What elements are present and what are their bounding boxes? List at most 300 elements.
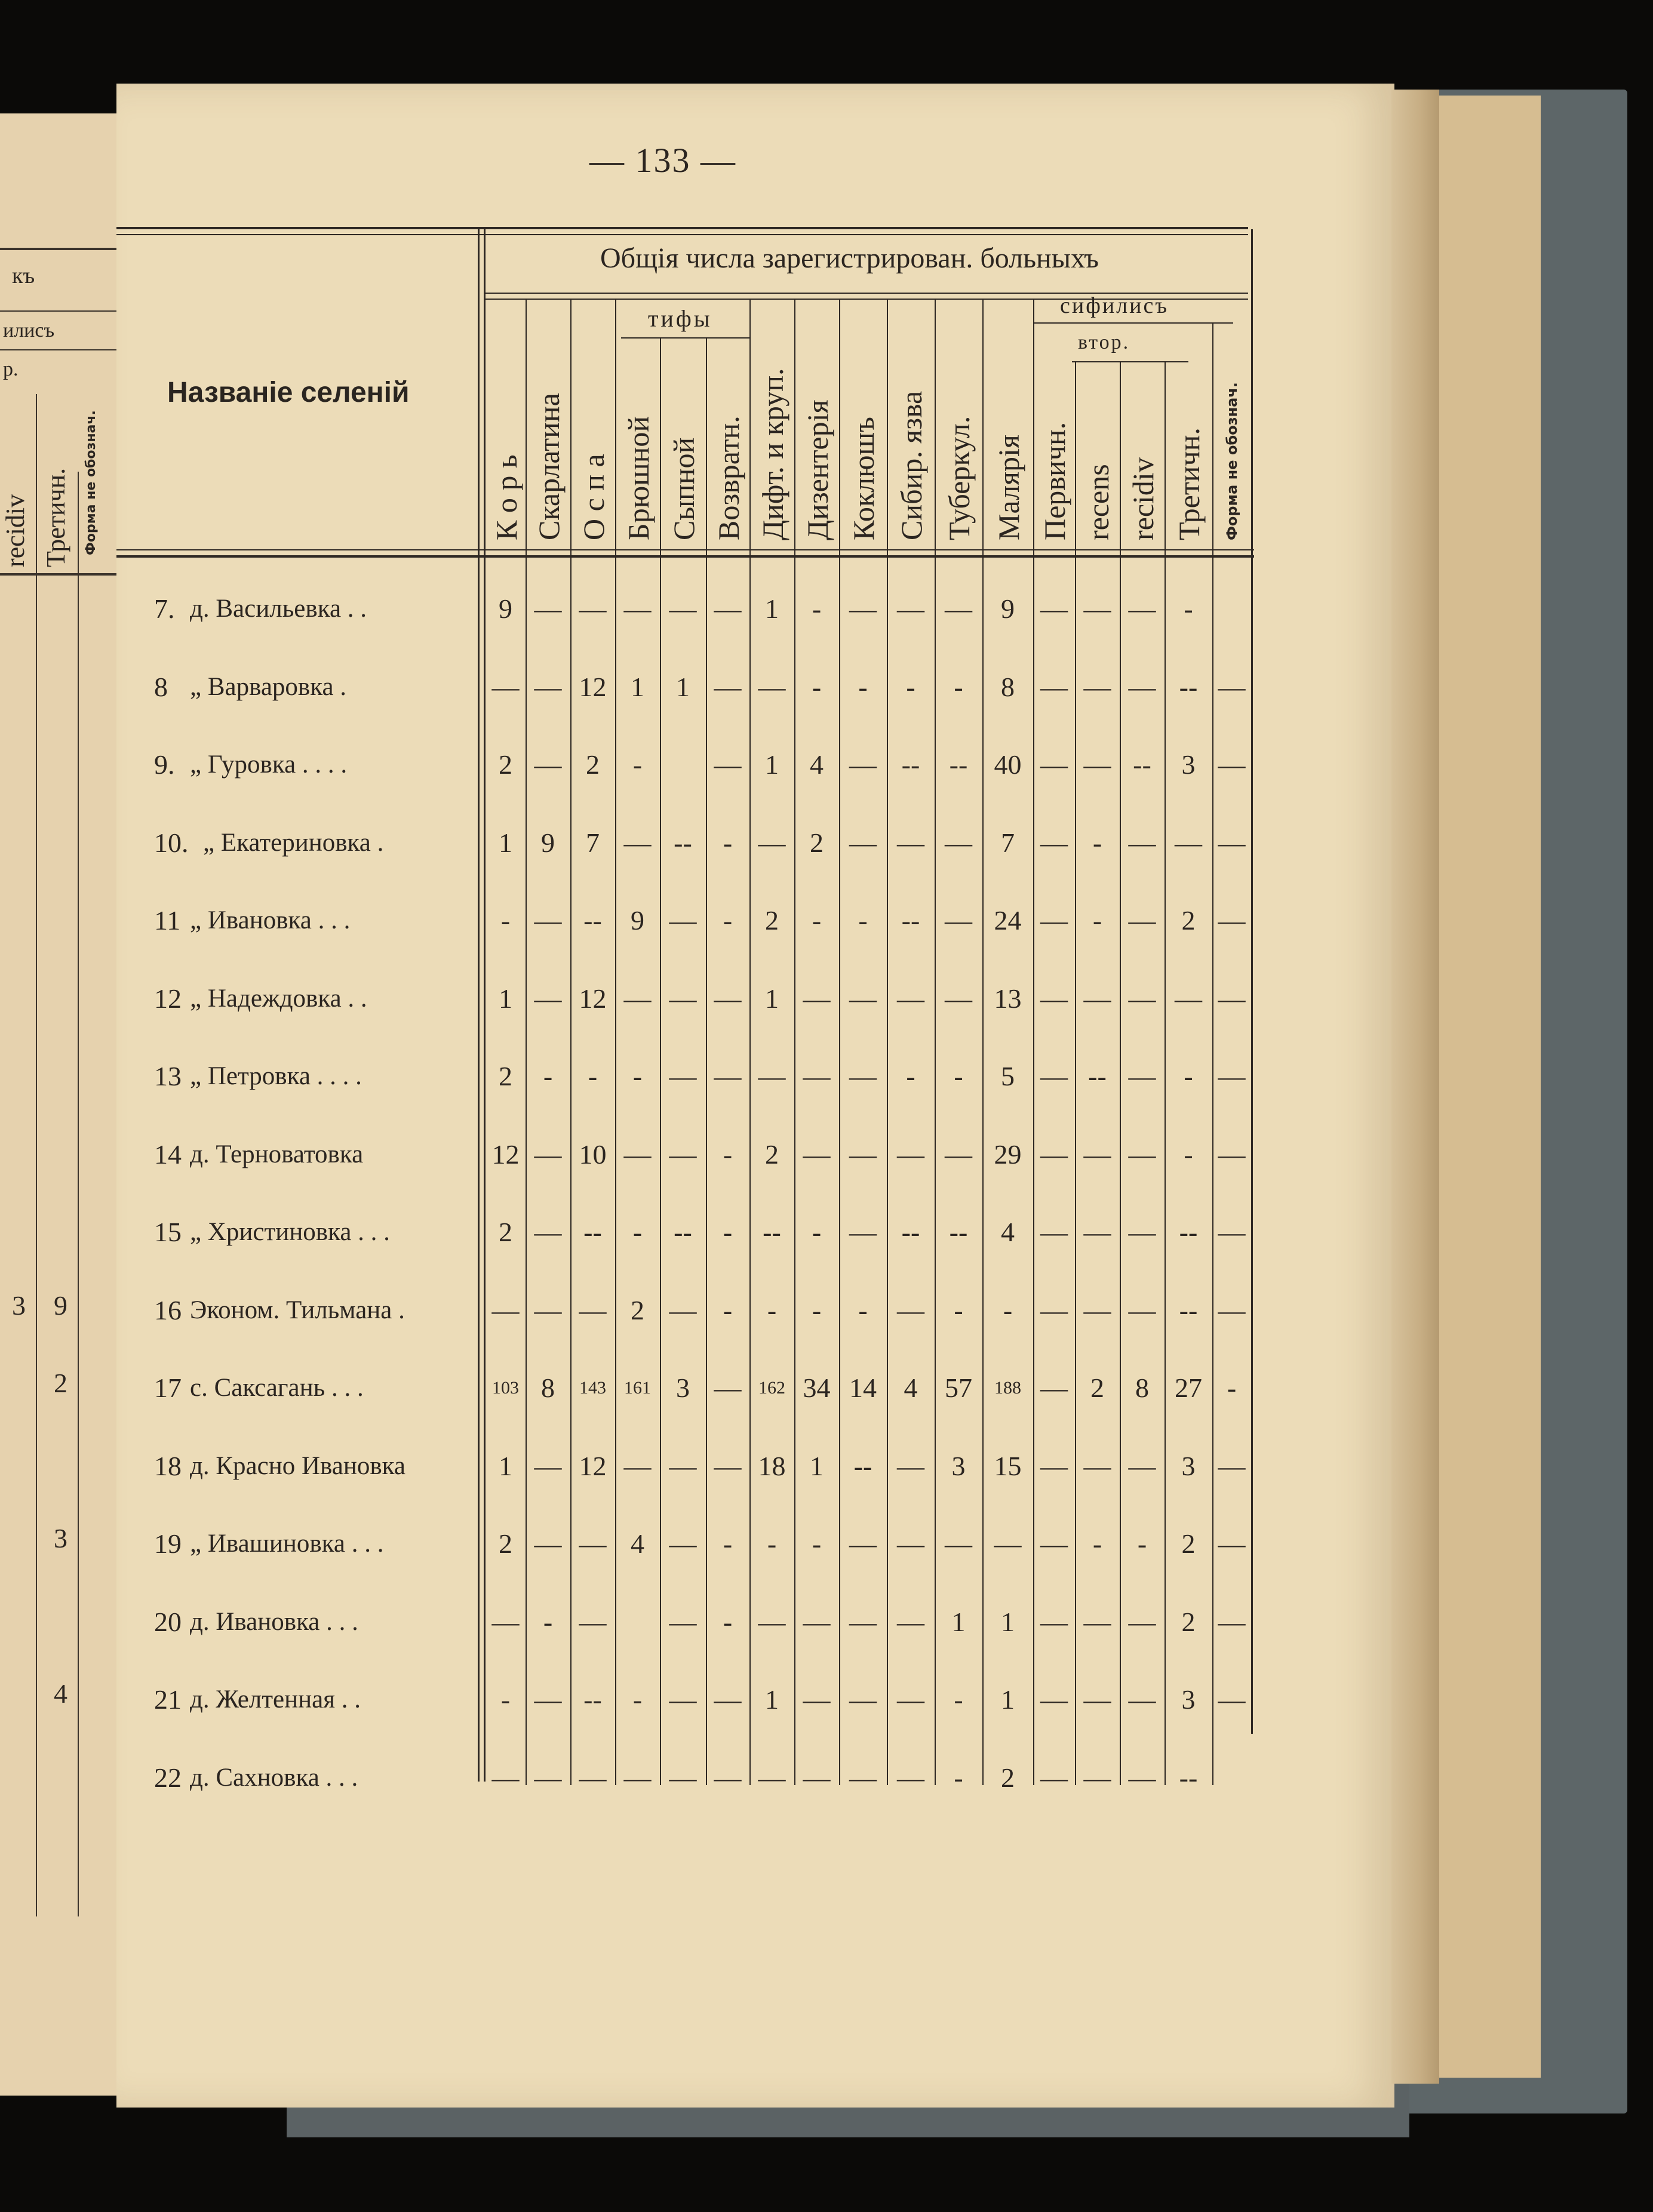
cell-malyar: 4: [1001, 1217, 1015, 1247]
cell-tuberk: —: [945, 1528, 972, 1559]
cell-dizent: —: [803, 1061, 831, 1091]
cell-dift: 1: [765, 749, 779, 780]
cell-koklyush: -: [858, 1294, 868, 1325]
cell-dift: 2: [765, 1139, 779, 1170]
left-page-fragment: [0, 113, 119, 2096]
cell-ospa: —: [579, 1528, 607, 1559]
row-number: 10.: [154, 827, 189, 858]
cell-koklyush: —: [849, 593, 877, 624]
cell-pervich: —: [1040, 593, 1068, 624]
cell-kor: —: [491, 1762, 520, 1793]
cell-pervich: —: [1040, 749, 1068, 780]
cell-ospa: 2: [586, 749, 600, 780]
col-header-sibir: Сибир. язва: [895, 390, 928, 540]
col-header-dift: Дифт. и круп.: [755, 368, 789, 540]
cell-malyar: 13: [994, 983, 1022, 1014]
cell-skarl: —: [534, 1139, 562, 1170]
cell-dift: 1: [765, 1684, 779, 1715]
cell-recens: 2: [1090, 1373, 1104, 1403]
cell-koklyush: -: [858, 905, 868, 936]
cell-dizent: —: [803, 1139, 831, 1170]
cell-ospa: —: [579, 1606, 607, 1637]
col-header-ospa: О с п а: [576, 454, 610, 540]
cell-malyar: —: [994, 1528, 1022, 1559]
cell-tretich: 27: [1175, 1373, 1202, 1403]
cell-bryush: —: [623, 983, 652, 1014]
cell-kor: 2: [499, 1528, 512, 1559]
cell-recens: --: [1088, 1061, 1107, 1091]
cell-forma: —: [1218, 1061, 1246, 1091]
row-number: 15: [154, 1217, 182, 1247]
cell-recidiv: —: [1128, 593, 1156, 624]
cell-forma: —: [1218, 983, 1246, 1014]
cell-recens: —: [1083, 1684, 1111, 1715]
cell-koklyush: —: [849, 1684, 877, 1715]
cell-sypn: —: [669, 983, 697, 1014]
cell-tretich: --: [1179, 1762, 1198, 1793]
cell-skarl: —: [534, 983, 562, 1014]
cell-forma: —: [1218, 1450, 1246, 1481]
cell-malyar: -: [1003, 1294, 1013, 1325]
cell-dizent: 4: [810, 749, 824, 780]
cell-kor: 2: [499, 1217, 512, 1247]
cell-bryush: 4: [631, 1528, 644, 1559]
cell-forma: —: [1218, 1139, 1246, 1170]
cell-recidiv: -: [1137, 1528, 1147, 1559]
cell-bryush: 1: [631, 671, 644, 702]
cell-dizent: -: [812, 593, 822, 624]
cell-sibir: —: [897, 1762, 924, 1793]
cell-skarl: —: [534, 1684, 562, 1715]
cell-tretich: --: [1179, 1217, 1198, 1247]
cell-vozvr: —: [714, 1373, 742, 1403]
cell-recens: —: [1083, 749, 1111, 780]
row-number: 18: [154, 1450, 182, 1481]
row-number: 16: [154, 1294, 182, 1325]
cell-tuberk: 3: [951, 1450, 966, 1481]
cell-ospa: --: [583, 1217, 602, 1247]
cell-dizent: 2: [810, 827, 824, 858]
cell-dift: 162: [758, 1378, 785, 1398]
cell-forma: —: [1218, 827, 1246, 858]
row-number: 11: [154, 905, 181, 936]
cell-sibir: 4: [904, 1373, 918, 1403]
cell-tuberk: -: [954, 1061, 963, 1091]
village-name: „ Петровка . . . .: [190, 1062, 362, 1090]
cell-pervich: —: [1040, 1450, 1068, 1481]
cell-tuberk: -: [954, 1294, 963, 1325]
cell-bryush: -: [632, 1061, 643, 1091]
page-number: — 133 —: [589, 141, 736, 180]
lp-header-3: р.: [3, 358, 19, 380]
cell-tuberk: —: [945, 983, 972, 1014]
cell-malyar: 188: [994, 1378, 1021, 1398]
row-number: 7.: [154, 593, 175, 624]
cell-pervich: —: [1040, 1762, 1068, 1793]
cell-dizent: -: [812, 1217, 822, 1247]
cell-ospa: —: [579, 1762, 607, 1793]
village-name: д. Терноватовка: [190, 1140, 364, 1168]
cell-kor: -: [500, 1684, 511, 1715]
cell-recens: —: [1083, 1294, 1111, 1325]
cell-skarl: -: [543, 1061, 553, 1091]
cell-malyar: 24: [994, 905, 1022, 936]
cell-sypn: 1: [676, 671, 690, 702]
cell-dizent: —: [803, 1684, 831, 1715]
cell-recidiv: —: [1128, 1294, 1156, 1325]
cell-skarl: —: [534, 1450, 562, 1481]
village-name: д. Васильевка . .: [190, 595, 367, 623]
cell-dift: -: [767, 1528, 777, 1559]
cell-tretich: 2: [1181, 1606, 1196, 1637]
cell-tretich: 3: [1181, 1684, 1196, 1715]
cell-pervich: —: [1040, 1139, 1068, 1170]
cell-recidiv: 8: [1135, 1373, 1149, 1403]
cell-koklyush: --: [853, 1450, 872, 1481]
cell-sibir: --: [901, 905, 920, 936]
cell-recens: -: [1092, 1528, 1102, 1559]
cell-malyar: 1: [1001, 1684, 1015, 1715]
cell-koklyush: —: [849, 1762, 877, 1793]
cell-forma: —: [1218, 905, 1246, 936]
cell-vozvr: —: [714, 671, 742, 702]
cell-sibir: —: [897, 1606, 924, 1637]
cell-koklyush: —: [849, 1528, 877, 1559]
col-header-sypn: Сыпной: [666, 437, 700, 540]
syphilis-group-header: сифилисъ: [1060, 293, 1169, 318]
cell-malyar: 2: [1001, 1762, 1015, 1793]
cell-sypn: —: [669, 1606, 697, 1637]
cell-malyar: 1: [1001, 1606, 1015, 1637]
col-header-tretich: Третичн.: [1172, 427, 1206, 540]
lp-cell-3b: 3: [54, 1523, 67, 1553]
cell-vozvr: —: [714, 983, 742, 1014]
cell-pervich: —: [1040, 1373, 1068, 1403]
cell-koklyush: —: [849, 1606, 877, 1637]
cell-koklyush: —: [849, 827, 877, 858]
cell-vozvr: -: [723, 827, 733, 858]
col-header-tuberk: Туберкул.: [942, 416, 976, 540]
cell-malyar: 8: [1001, 671, 1015, 702]
lp-header-6: Форма не обознач.: [84, 410, 99, 555]
cell-bryush: 9: [631, 905, 644, 936]
cell-tuberk: -: [954, 671, 963, 702]
col-header-recens: recens: [1081, 464, 1115, 540]
row-number: 22: [154, 1762, 182, 1793]
cell-kor: 9: [499, 593, 512, 624]
col-header-vozvr: Возвратн.: [711, 416, 745, 540]
cell-sypn: --: [674, 1217, 692, 1247]
cell-sibir: —: [897, 1139, 924, 1170]
cell-recens: —: [1083, 1139, 1111, 1170]
cell-dift: 2: [765, 905, 779, 936]
group-title: Общія числа зарегистрирован. больныхъ: [600, 242, 1099, 274]
cell-malyar: 7: [1001, 827, 1015, 858]
cell-recens: —: [1083, 1450, 1111, 1481]
cell-skarl: —: [534, 1217, 562, 1247]
cell-koklyush: —: [849, 749, 877, 780]
cell-sypn: 3: [676, 1373, 690, 1403]
cell-tuberk: -: [954, 1684, 963, 1715]
cell-sibir: —: [897, 1450, 924, 1481]
cell-koklyush: —: [849, 1061, 877, 1091]
cell-forma: [1212, 591, 1251, 627]
cell-pervich: —: [1040, 1061, 1068, 1091]
cell-forma: —: [1218, 1294, 1246, 1325]
cell-vozvr: -: [723, 1294, 733, 1325]
cell-recens: —: [1083, 1762, 1111, 1793]
cell-ospa: 12: [579, 1450, 607, 1481]
cell-recens: -: [1092, 827, 1102, 858]
cell-forma: —: [1218, 1528, 1246, 1559]
cell-dift: 1: [765, 983, 779, 1014]
cell-vozvr: —: [714, 593, 742, 624]
col-header-pervich: Первичн.: [1038, 422, 1071, 540]
cell-recidiv: —: [1128, 1762, 1156, 1793]
typhus-group-header: тифы: [648, 305, 712, 332]
cell-tretich: 2: [1181, 1528, 1196, 1559]
cell-koklyush: -: [858, 671, 868, 702]
cell-tretich: -: [1184, 593, 1193, 624]
cell-sibir: —: [897, 593, 924, 624]
cell-dizent: —: [803, 983, 831, 1014]
cell-pervich: —: [1040, 1217, 1068, 1247]
cell-skarl: —: [534, 593, 562, 624]
cell-dift: —: [758, 1061, 786, 1091]
cell-vozvr: -: [723, 905, 733, 936]
cell-dift: —: [758, 1762, 786, 1793]
cell-dift: --: [763, 1217, 781, 1247]
cell-ospa: 10: [579, 1139, 607, 1170]
cell-tuberk: —: [945, 593, 972, 624]
cell-pervich: —: [1040, 1606, 1068, 1637]
cell-ospa: --: [583, 905, 602, 936]
village-name: „ Ивашиновка . . .: [190, 1530, 384, 1558]
cell-ospa: 12: [579, 671, 607, 702]
col-header-recidiv: recidiv: [1126, 457, 1160, 540]
cell-kor: 1: [499, 1450, 512, 1481]
cell-tuberk: --: [949, 1217, 968, 1247]
cell-tuberk: —: [945, 1139, 972, 1170]
cell-forma: —: [1218, 1606, 1246, 1637]
cell-bryush: 161: [624, 1378, 651, 1398]
cell-ospa: 7: [586, 827, 600, 858]
col-header-bryush: Брюшной: [621, 416, 655, 540]
cell-skarl: —: [534, 1762, 562, 1793]
cell-sypn: —: [669, 593, 697, 624]
cell-tuberk: -: [954, 1762, 963, 1793]
cell-recidiv: —: [1128, 1217, 1156, 1247]
cell-koklyush: —: [849, 1139, 877, 1170]
cell-forma: —: [1218, 671, 1246, 702]
cell-ospa: 12: [579, 983, 607, 1014]
cell-kor: —: [491, 671, 520, 702]
cell-sypn: —: [669, 1061, 697, 1091]
cell-sibir: -: [906, 671, 915, 702]
cell-recidiv: --: [1133, 749, 1151, 780]
col-header-kor: К о р ь: [489, 454, 523, 540]
cell-bryush: —: [623, 1762, 652, 1793]
cell-recidiv: —: [1128, 1061, 1156, 1091]
village-name: „ Гуровка . . . .: [190, 750, 348, 779]
cell-kor: 12: [491, 1139, 520, 1170]
village-name: „ Ивановка . . .: [190, 906, 351, 934]
cell-dizent: 1: [810, 1450, 824, 1481]
cell-recens: -: [1092, 905, 1102, 936]
cell-vozvr: -: [723, 1217, 733, 1247]
col-header-dizent: Дизентерія: [800, 399, 834, 540]
cell-pervich: —: [1040, 671, 1068, 702]
cell-recidiv: —: [1128, 983, 1156, 1014]
lp-header-5: Третичн.: [41, 467, 70, 567]
cell-sypn: [660, 747, 706, 783]
col-header-skarl: Скарлатина: [531, 393, 566, 540]
cell-dift: —: [758, 671, 786, 702]
cell-recens: —: [1083, 1217, 1111, 1247]
cell-bryush: —: [623, 1139, 652, 1170]
cell-sibir: —: [897, 1684, 924, 1715]
cell-koklyush: —: [849, 1217, 877, 1247]
cell-tretich: --: [1179, 1294, 1198, 1325]
row-number: 13: [154, 1061, 182, 1091]
village-name: с. Саксагань . . .: [190, 1374, 364, 1402]
cell-dift: 1: [765, 593, 779, 624]
cell-malyar: 29: [994, 1139, 1022, 1170]
cell-vozvr: -: [723, 1528, 733, 1559]
cell-forma: —: [1218, 1684, 1246, 1715]
lp-header-2: илисъ: [3, 319, 55, 342]
cell-ospa: —: [579, 593, 607, 624]
cell-bryush: —: [623, 593, 652, 624]
cell-sibir: -: [906, 1061, 915, 1091]
cell-sibir: --: [901, 749, 920, 780]
cell-kor: 2: [499, 1061, 512, 1091]
lp-cell-2b: 2: [54, 1368, 67, 1398]
cell-kor: -: [500, 905, 511, 936]
cell-ospa: 143: [579, 1378, 606, 1398]
cell-tretich: 3: [1181, 1450, 1196, 1481]
lp-cell-4b: 4: [54, 1678, 67, 1709]
cell-bryush: —: [623, 827, 652, 858]
village-name: „ Надеждовка . .: [190, 984, 367, 1013]
cell-skarl: —: [534, 1294, 562, 1325]
cell-tuberk: 57: [945, 1373, 972, 1403]
cell-sibir: —: [897, 983, 924, 1014]
cell-forma: —: [1218, 1217, 1246, 1247]
cell-dift: —: [758, 1606, 786, 1637]
cell-bryush: -: [632, 1684, 643, 1715]
village-name: д. Желтенная . .: [190, 1685, 361, 1713]
cell-pervich: —: [1040, 983, 1068, 1014]
cell-dizent: -: [812, 671, 822, 702]
secondary-group-header: втор.: [1078, 331, 1130, 353]
cell-kor: —: [491, 1606, 520, 1637]
cell-recens: —: [1083, 593, 1111, 624]
cell-bryush: [615, 1604, 660, 1640]
cell-dizent: -: [812, 1294, 822, 1325]
cell-tretich: —: [1175, 983, 1202, 1014]
cell-sypn: —: [669, 1762, 697, 1793]
cell-tretich: -: [1184, 1061, 1193, 1091]
cell-recidiv: —: [1128, 1450, 1156, 1481]
cell-vozvr: —: [714, 1450, 742, 1481]
cell-forma: —: [1218, 749, 1246, 780]
page-edge: [1391, 90, 1439, 2084]
cell-kor: 1: [499, 983, 512, 1014]
cell-ospa: —: [579, 1294, 607, 1325]
cell-sypn: —: [669, 1450, 697, 1481]
cell-kor: 103: [492, 1378, 519, 1398]
row-number: 9.: [154, 749, 175, 780]
cell-recidiv: —: [1128, 827, 1156, 858]
name-column-header: Названіе селеній: [167, 377, 410, 408]
cell-vozvr: —: [714, 749, 742, 780]
cell-koklyush: 14: [849, 1373, 877, 1403]
cell-pervich: —: [1040, 1684, 1068, 1715]
cell-skarl: 8: [541, 1373, 555, 1403]
cell-tretich: —: [1175, 827, 1202, 858]
cell-tretich: -: [1184, 1139, 1193, 1170]
cell-kor: 1: [499, 827, 512, 858]
cell-vozvr: -: [723, 1606, 733, 1637]
cell-dizent: 34: [803, 1373, 831, 1403]
cell-recidiv: —: [1128, 1606, 1156, 1637]
cell-sibir: —: [897, 1528, 924, 1559]
row-number: 21: [154, 1684, 182, 1715]
cell-skarl: —: [534, 749, 562, 780]
village-name: Эконом. Тильмана .: [190, 1296, 405, 1324]
cell-dizent: -: [812, 905, 822, 936]
row-number: 20: [154, 1606, 182, 1637]
cell-dizent: —: [803, 1762, 831, 1793]
cell-malyar: 40: [994, 749, 1022, 780]
cell-skarl: -: [543, 1606, 553, 1637]
cell-tuberk: —: [945, 827, 972, 858]
cell-bryush: 2: [631, 1294, 644, 1325]
cell-sypn: --: [674, 827, 692, 858]
lp-cell-1b: 9: [54, 1290, 67, 1321]
cell-recidiv: —: [1128, 1139, 1156, 1170]
cell-skarl: —: [534, 671, 562, 702]
cell-pervich: —: [1040, 905, 1068, 936]
cell-dift: 18: [758, 1450, 786, 1481]
cell-sypn: —: [669, 1139, 697, 1170]
cell-vozvr: -: [723, 1139, 733, 1170]
cell-ospa: --: [583, 1684, 602, 1715]
cell-forma: [1212, 1760, 1251, 1796]
cell-recens: —: [1083, 983, 1111, 1014]
col-header-koklyush: Коклюшъ: [847, 417, 880, 540]
village-name: д. Ивановка . . .: [190, 1607, 358, 1636]
cell-recens: —: [1083, 671, 1111, 702]
cell-tuberk: —: [945, 905, 972, 936]
col-header-malyar: Малярія: [991, 435, 1025, 540]
cell-recidiv: —: [1128, 671, 1156, 702]
cell-tuberk: --: [949, 749, 968, 780]
cell-recens: —: [1083, 1606, 1111, 1637]
cell-sibir: —: [897, 1294, 924, 1325]
cell-tretich: --: [1179, 671, 1198, 702]
village-name: „ Христиновка . . .: [190, 1218, 390, 1246]
row-number: 8: [154, 671, 168, 702]
cell-sibir: --: [901, 1217, 920, 1247]
cell-vozvr: —: [714, 1762, 742, 1793]
cell-sypn: —: [669, 1684, 697, 1715]
cell-sypn: —: [669, 905, 697, 936]
cell-pervich: —: [1040, 1528, 1068, 1559]
row-number: 12: [154, 983, 182, 1014]
cell-recidiv: —: [1128, 1684, 1156, 1715]
